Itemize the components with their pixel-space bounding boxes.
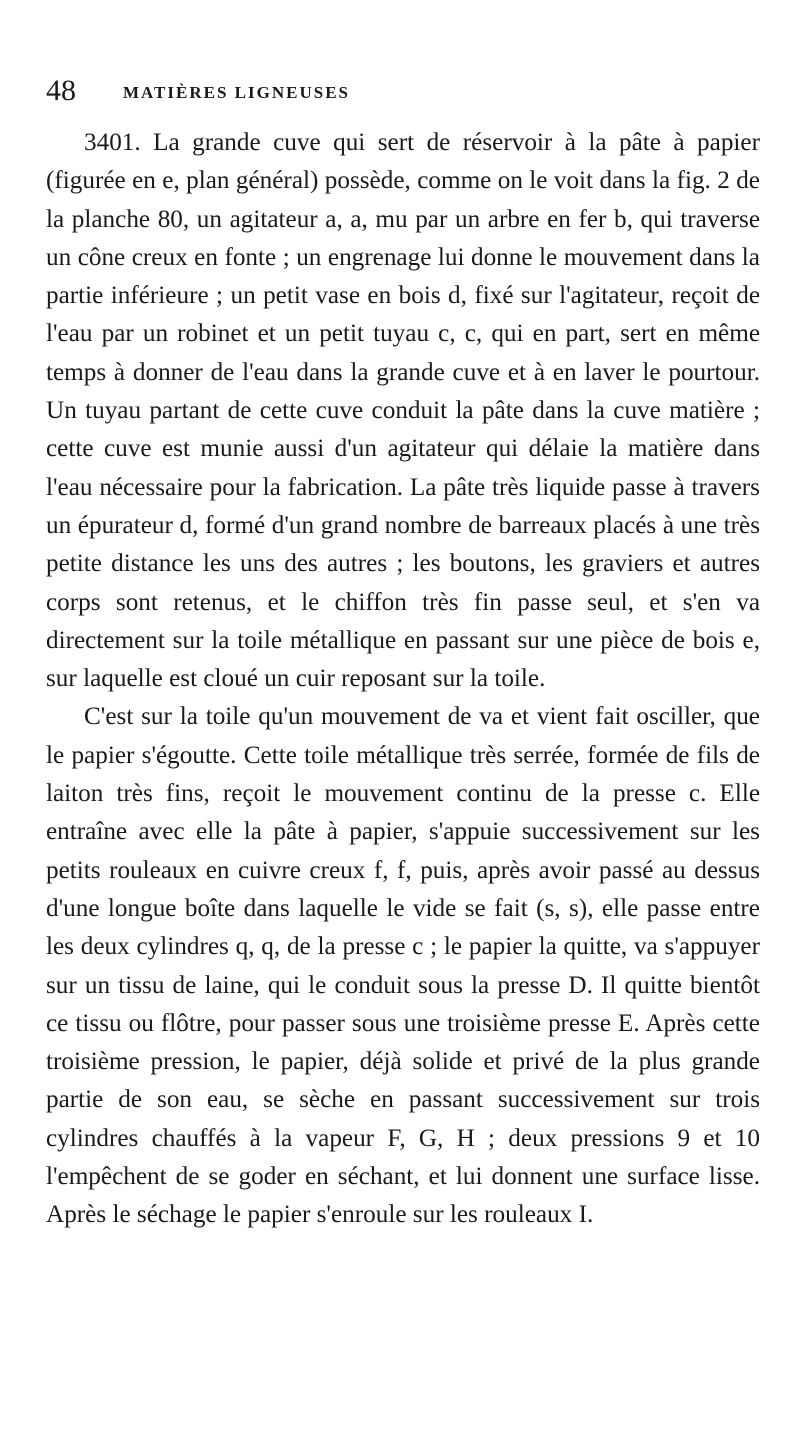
paragraph-toile: C'est sur la toile qu'un mouvement de va et vient fait osciller, que le papier s'égoutte. Cette toile métallique très serrée, formée de fils de laiton très fins, reçoit le mouvement continu de la presse c. Elle entraîne avec elle la pâte à papier, s'appuie successivement sur les petits rouleaux en cuivre creux f, f, puis, après avoir passé au dessus d'une longue boîte dans laquelle le vide se fait (s, s), elle passe entre les deux cylindres q, q, de la presse c ; le papier la quitte, va s'appuyer sur un tissu de laine, qui le conduit sous la presse D. Il quitte bientôt ce tissu ou flôtre, pour passer sous une troisième presse E. Après cette troisième pression, le papier, déjà solide et privé de la plus grande partie de son eau, se sèche en passant successivement sur trois cylindres chauffés à la vapeur F, G, H ; deux pressions 9 et 10 l'empêchent de se goder en séchant, et lui donnent une surface lisse. Après le séchage le papier s'enroule sur les rouleaux I. [46,703,760,1229]
page-header [46,74,766,114]
body-text [46,124,760,1235]
running-title: MATIÈRES LIGNEUSES [123,83,350,102]
paragraph-3401: 3401. La grande cuve qui sert de réservoir à la pâte à papier (figurée en e, plan général) possède, comme on le voit dans la fig. 2 de la planche 80, un agitateur a, a, mu par un arbre en fer b, qui traverse un cône creux en fonte ; un engrenage lui donne le mouvement dans la partie inférieure ; un petit vase en bois d, fixé sur l'agitateur, reçoit de l'eau par un robinet et un petit tuyau c, c, qui en part, sert en même temps à donner de l'eau dans la grande cuve et à en laver le pourtour. Un tuyau partant de cette cuve conduit la pâte dans la cuve matière ; cette cuve est munie aussi d'un agitateur qui délaie la matière dans l'eau nécessaire pour la fabrication. La pâte très liquide passe à travers un épurateur d, formé d'un grand nombre de barreaux placés à une très petite distance les uns des autres ; les boutons, les graviers et autres corps sont retenus, et le chiffon très fin passe seul, et s'en va directement sur la toile métallique en passant sur une pièce de bois e, sur laquelle est cloué un cuir reposant sur la toile. [46,129,760,693]
page-number: 48 [46,74,76,107]
